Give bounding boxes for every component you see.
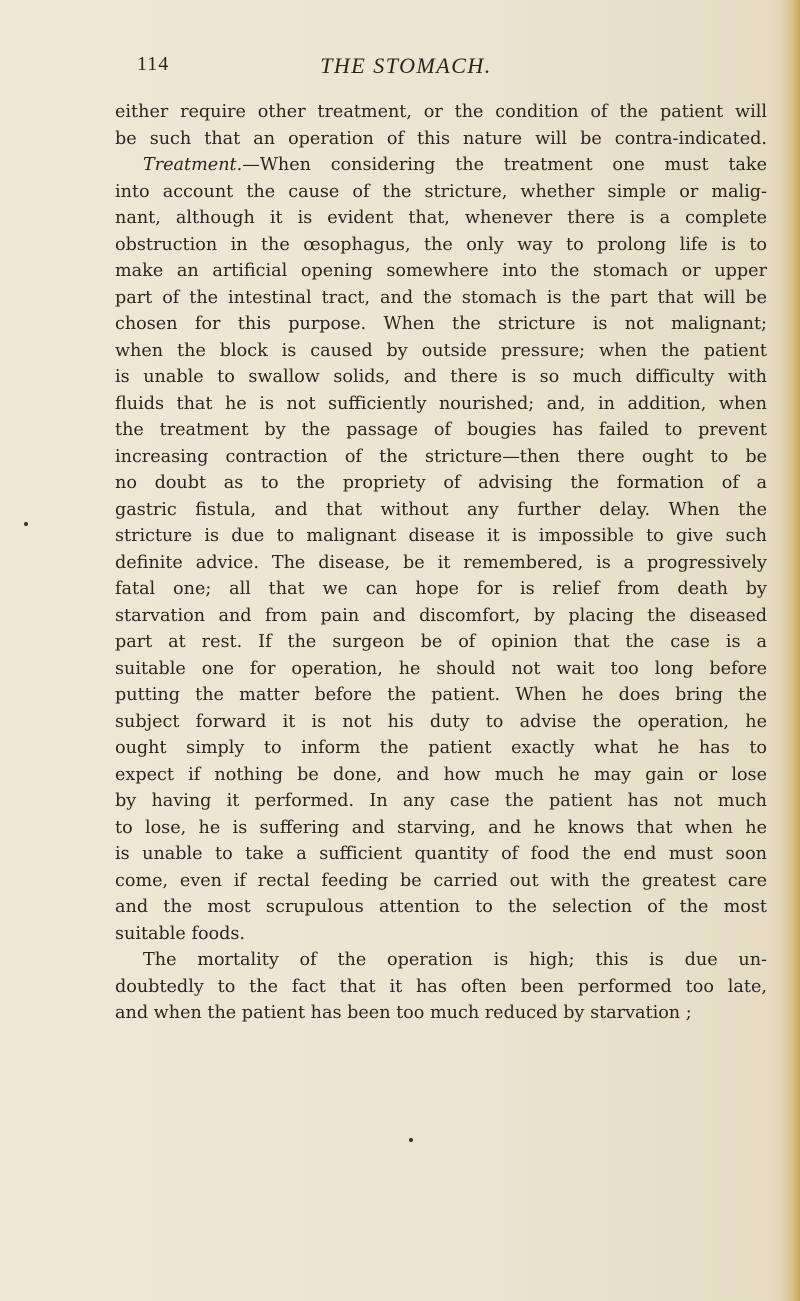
text-line: The mortality of the operation is high; this is due un- <box>143 950 767 970</box>
text-line: either require other treatment, or the condition of the patient will <box>115 102 767 122</box>
text-line: into account the cause of the stricture, whether simple or malig- <box>115 181 767 202</box>
text-line: expect if nothing be done, and how much he may gain or lose <box>115 764 767 785</box>
text-line: stricture is due to malignant disease it is impossible to give such <box>115 526 767 546</box>
section-lead: Treatment. <box>143 155 243 175</box>
text-line: definite advice. The disease, be it remembered, is a progressively <box>115 552 767 573</box>
text-line: subject forward it is not his duty to advise the operation, he <box>115 711 767 732</box>
text-line: suitable foods. <box>115 923 246 944</box>
text-line: the treatment by the passage of bougies has failed to prevent <box>115 420 767 440</box>
text-line: gastric fistula, and that without any further delay. When the <box>115 499 767 520</box>
text-line: part at rest. If the surgeon be of opinion that the case is a <box>115 632 767 652</box>
text-line: by having it performed. In any case the patient has not much <box>115 791 767 811</box>
text-line: suitable one for operation, he should not wait too long before <box>115 658 767 679</box>
text-line <box>115 152 767 179</box>
text-line: make an artificial opening somewhere into the stomach or upper <box>115 261 767 281</box>
body-text <box>115 99 767 1027</box>
text-line: chosen for this purpose. When the stricture is not malignant; <box>115 314 767 334</box>
text-line: and the most scrupulous attention to the selection of the most <box>115 897 767 917</box>
page-header <box>0 53 800 83</box>
text-line: fluids that he is not sufficiently nourished; and, in addition, when <box>115 393 767 414</box>
text-line: obstruction in the œsophagus, the only way to prolong life is to <box>115 234 767 255</box>
text-line: when the block is caused by outside pressure; when the patient <box>115 340 767 361</box>
text-line: starvation and from pain and discomfort, by placing the diseased <box>115 605 767 626</box>
text-line: nant, although it is evident that, whenever there is a complete <box>115 208 767 228</box>
text-line: and when the patient has been too much reduced by starvation ; <box>115 1003 692 1023</box>
running-head: THE STOMACH. <box>320 53 492 78</box>
margin-mark <box>24 522 28 526</box>
text-line: ought simply to inform the patient exactly what he has to <box>115 738 767 758</box>
text-line: be such that an operation of this nature will be contra-indicated. <box>115 128 767 149</box>
text-line: doubtedly to the fact that it has often been performed too late, <box>115 976 767 997</box>
page-number: 114 <box>137 53 170 75</box>
text-line-rest: —When considering the treatment one must take <box>242 155 767 175</box>
text-line: fatal one; all that we can hope for is relief from death by <box>115 579 767 599</box>
page-edge <box>782 0 800 1301</box>
text-line: to lose, he is suffering and starving, and he knows that when he <box>115 817 767 838</box>
text-line: is unable to swallow solids, and there is so much difficulty with <box>115 367 767 387</box>
text-line: come, even if rectal feeding be carried out with the greatest care <box>115 870 767 891</box>
text-line: part of the intestinal tract, and the stomach is the part that will be <box>115 287 767 308</box>
ink-dot <box>409 1138 413 1142</box>
text-line: no doubt as to the propriety of advising the formation of a <box>115 473 767 493</box>
text-line: is unable to take a sufficient quantity of food the end must soon <box>115 844 767 864</box>
text-line: putting the matter before the patient. When he does bring the <box>115 685 767 705</box>
text-line: increasing contraction of the stricture—then there ought to be <box>115 446 767 467</box>
